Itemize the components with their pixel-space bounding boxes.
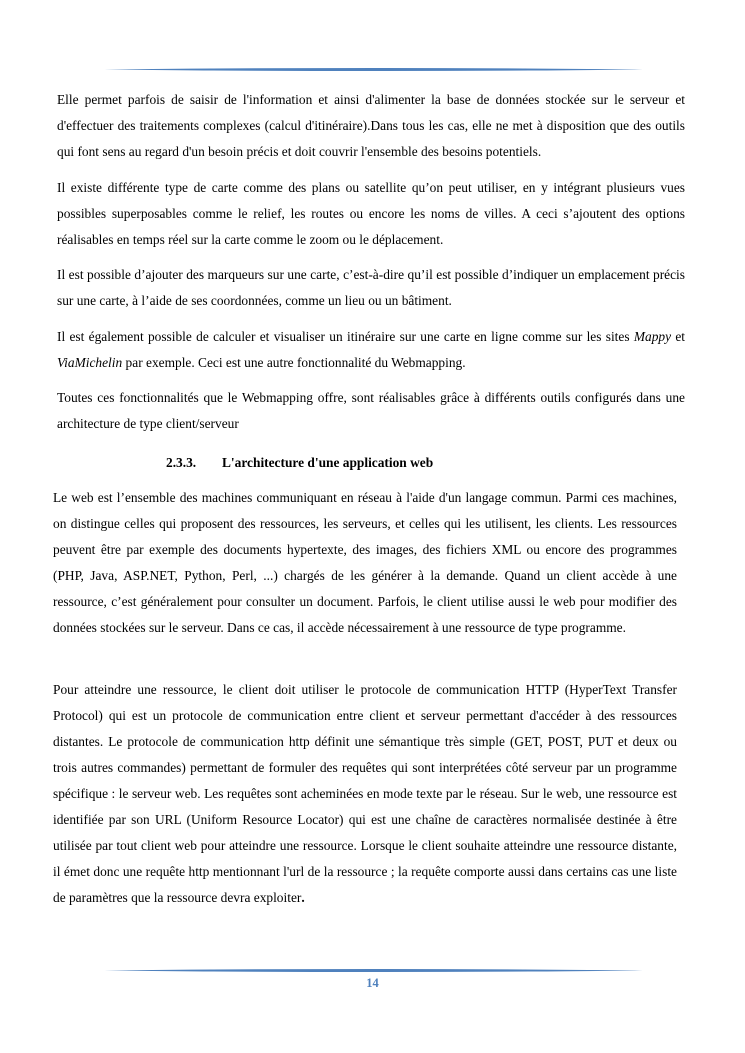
page-number: 14 (366, 976, 379, 990)
paragraph-4-and: et (671, 329, 685, 344)
section-paragraph-1: Le web est l’ensemble des machines communiquant en réseau à l'aide d'un langage commun. Parmi ces machines, on distingue celles qui proposent des ressources, les serveurs, et celles qui les utilisent, les clients. Les ressources peuvent être par exemple des documents hypertexte, des images, des fichiers XML ou encore des programmes (PHP, Java, ASP.NET, Python, Perl, ...) chargés de les générer à la demande. Quand un client accède à une ressource, c’est généralement pour consulter un document. Parfois, le client utilise aussi le web pour modifier des données stockées sur le serveur. Dans ce cas, il accède nécessairement à une ressource de type programme. (53, 490, 677, 635)
footer-rule (104, 968, 643, 973)
section-title: L'architecture d'une application web (222, 455, 434, 470)
section-paragraph-2 (53, 677, 677, 911)
paragraph-4-text-after: par exemple. Ceci est une autre fonctionnalité du Webmapping. (122, 355, 466, 370)
section-number: 2.3.3. (166, 455, 197, 470)
paragraph-4 (57, 324, 685, 376)
section-paragraph-2-end-mark: . (301, 890, 305, 905)
paragraph-2: Il existe différente type de carte comme des plans ou satellite qu’on peut utiliser, en y intégrant plusieurs vues possibles superposables comme le relief, les routes ou encore les noms de villes. A ceci s’ajoutent des options réalisables en temps réel sur la carte comme le zoom ou le déplacement. (57, 180, 685, 247)
paragraph-5: Toutes ces fonctionnalités que le Webmapping offre, sont réalisables grâce à différents outils configurés dans une architecture de type client/serveur (57, 390, 685, 431)
mappy-site-name: Mappy (633, 329, 672, 344)
paragraph-3: Il est possible d’ajouter des marqueurs sur une carte, c’est-à-dire qu’il est possible d’indiquer un emplacement précis sur une carte, à l’aide de ses coordonnées, comme un lieu ou un bâtiment. (57, 267, 685, 308)
section-paragraph-2-text: Pour atteindre une ressource, le client doit utiliser le protocole de communication HTTP (HyperText Transfer Protocol) qui est un protocole de communication entre client et serveur permettant d'accéder à des ressources distantes. Le protocole de communication http définit une sémantique très simple (GET, POST, PUT et deux ou trois autres commandes) permettant de formuler des requêtes qui sont interprétées côté serveur par un programme spécifique : le serveur web. Les requêtes sont acheminées en mode texte par le réseau. Sur le web, une ressource est identifiée par son URL (Uniform Resource Locator) qui est une chaîne de caractères normalisée destinée à être utilisée par tout client web pour atteindre une ressource. Lorsque le client souhaite atteindre une ressource distante, il émet donc une requête http mentionnant l'url de la ressource ; la requête comporte aussi dans certains cas une liste de paramètres que la ressource devra exploiter (53, 682, 677, 905)
header-rule (104, 67, 643, 72)
paragraph-4-text-before: Il est également possible de calculer et visualiser un itinéraire sur une carte en ligne comme sur les sites (57, 329, 634, 344)
section-heading (166, 453, 433, 473)
viamichelin-site-name: ViaMichelin (57, 355, 123, 370)
paragraph-1: Elle permet parfois de saisir de l'information et ainsi d'alimenter la base de données stockée sur le serveur et d'effectuer des traitements complexes (calcul d'itinéraire).Dans tous les cas, elle ne met à disposition que des outils qui font sens au regard d'un besoin précis et doit couvrir l'ensemble des besoins potentiels. (57, 92, 685, 159)
